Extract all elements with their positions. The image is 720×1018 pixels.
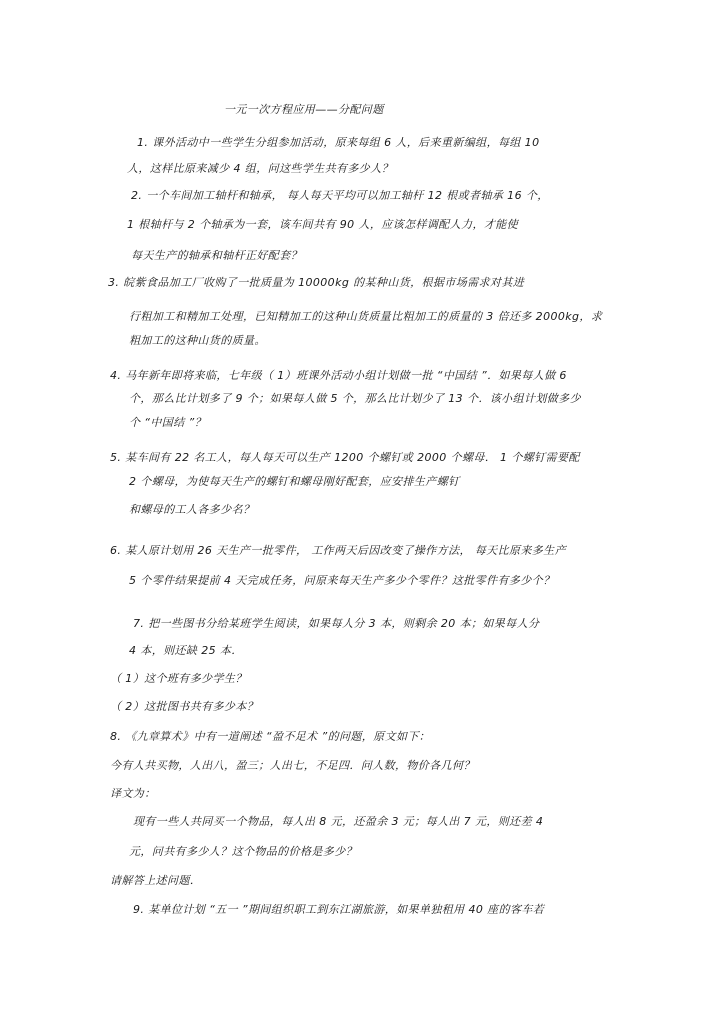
text-line: 5 个零件结果提前 4 天完成任务，问原来每天生产多少个零件？这批零件有多少个？	[129, 574, 555, 587]
text-line: 1. 课外活动中一些学生分组参加活动，原来每组 6 人，后来重新编组，每组 10	[137, 136, 540, 149]
text-line: 粗加工的这种山货的质量。	[129, 334, 266, 347]
document-title: 一元一次方程应用——分配问题	[224, 103, 384, 116]
text-line: 个，那么比计划多了 9 个；如果每人做 5 个，那么比计划少了 13 个．该小组计划做多少	[129, 392, 581, 405]
text-line: 2. 一个车间加工轴杆和轴承， 每人每天平均可以加工轴杆 12 根或者轴承 16 个，	[131, 189, 549, 202]
text-line: 2 个螺母，为使每天生产的螺钉和螺母刚好配套，应安排生产螺钉	[129, 475, 460, 488]
text-line: 今有人共买物，人出八，盈三；人出七，不足四．问人数，物价各几何？	[110, 759, 475, 772]
text-line: 行粗加工和精加工处理，已知精加工的这种山货质量比粗加工的质量的 3 倍还多 2000kg，求	[129, 310, 603, 323]
text-line: 译文为：	[110, 787, 156, 800]
text-line: 5. 某车间有 22 名工人，每人每天可以生产 1200 个螺钉或 2000 个螺母． 1 个螺钉需要配	[110, 451, 580, 464]
text-line: 和螺母的工人各多少名？	[129, 503, 255, 516]
text-line: 请解答上述问题．	[110, 874, 202, 887]
text-line: 4 本，则还缺 25 本．	[129, 644, 243, 657]
text-line: 1 根轴杆与 2 个轴承为一套，该车间共有 90 人，应该怎样调配人力，才能使	[127, 218, 519, 231]
text-line: 个 “中国结 ”？	[129, 416, 206, 429]
text-line: （ 1）这个班有多少学生？	[110, 672, 247, 685]
text-line: 现有一些人共同买一个物品，每人出 8 元，还盈余 3 元；每人出 7 元，则还差 4	[133, 815, 544, 828]
text-line: 6. 某人原计划用 26 天生产一批零件， 工作两天后因改变了操作方法， 每天比原来多生产	[110, 544, 566, 557]
text-line: 每天生产的轴承和轴杆正好配套？	[131, 249, 302, 262]
text-line: 4. 马年新年即将来临，七年级（ 1）班课外活动小组计划做一批 “中国结 ”．如果每人做 6	[110, 369, 567, 382]
text-line: 7. 把一些图书分给某班学生阅读，如果每人分 3 本，则剩余 20 本；如果每人分	[133, 617, 540, 630]
text-line: 9. 某单位计划 “五一 ”期间组织职工到东江湖旅游，如果单独租用 40 座的客车若	[133, 903, 545, 916]
text-line: 8. 《九章算术》中有一道阐述 “盈不足术 ”的问题，原文如下：	[110, 730, 431, 743]
text-line: 3. 皖紫食品加工厂收购了一批质量为 10000kg 的某种山货，根据市场需求对其进	[108, 276, 525, 289]
text-line: 元，问共有多少人？这个物品的价格是多少？	[129, 845, 357, 858]
text-line: （ 2）这批图书共有多少本？	[110, 700, 259, 713]
text-line: 人，这样比原来减少 4 组，问这些学生共有多少人？	[127, 162, 393, 175]
